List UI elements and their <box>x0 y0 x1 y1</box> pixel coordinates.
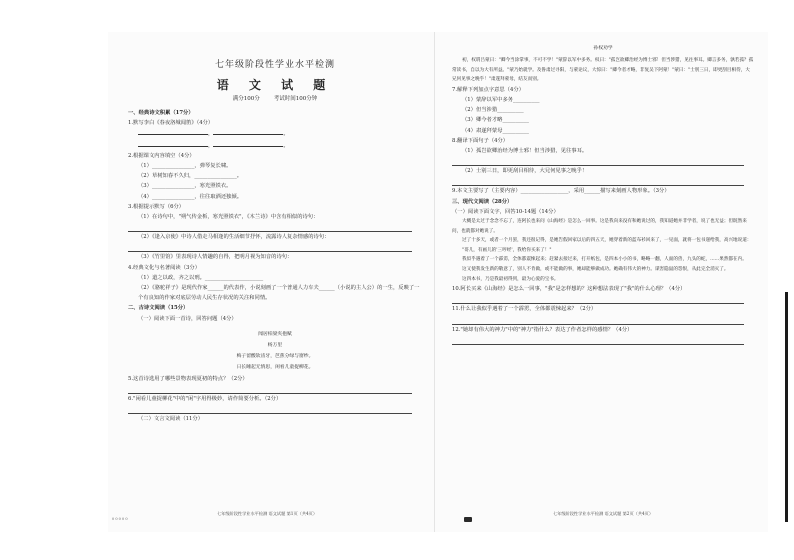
score-info: 满分100分 <box>232 96 260 102</box>
question-2-item: （4）________________，往往取酒还独倾。 <box>138 193 243 200</box>
answer-line[interactable] <box>452 315 744 325</box>
question-2-item: （1）________________，弹琴复长啸。 <box>138 163 232 170</box>
question-3-item: （1）在诗句中，"朔气传金柝，寒光照铁衣"，《木兰诗》中含有相似的诗句： <box>138 214 319 221</box>
subsection-heading: （二）文言文阅读（11分） <box>138 416 204 423</box>
passage-paragraph: 过了十多天，或者一个月罢，我还很记得，是她告假回家以后的四五天，她穿着新的蓝布衫回来了，一见面，就将一包书递给我，高兴地说道： <box>462 238 752 244</box>
answer-line[interactable] <box>128 222 412 232</box>
exam-header: 七年级阶段性学业水平检测 <box>214 60 335 70</box>
question-2-item: （2）草树知春不久归，________________。 <box>138 173 243 180</box>
poem-title: 闻居柏梁夹抱赋 <box>258 331 292 337</box>
question-1: 1.默写李白《春夜洛城闻笛》（4分） <box>128 120 214 127</box>
question-3: 3.根据提示默写（6分） <box>128 203 185 210</box>
answer-line[interactable] <box>452 156 744 166</box>
section-heading: 一、经典诗文积累（17分） <box>128 110 194 116</box>
question-3-item: （3）《竹里馆》里表现诗人情趣的自得，把明月视为知音的诗句： <box>138 254 293 261</box>
question-4: 4.经典文化与名著阅读（3分） <box>128 264 200 271</box>
exam-meta <box>128 94 422 104</box>
question-10: 10.阿长买来《山海经》是怎么一回事，"我"是怎样想的？这种想法表现了"我"的什么心理？（4分） <box>452 286 686 293</box>
question-4-item: （2）《骆驼祥子》是现代作家______的代表作，小说刻画了一个普通人力车夫______（小说的主人公）的一生，反映了一个有良知的作家对底层劳动人民生存状况的关注和同情。 <box>138 285 420 302</box>
question-8-item: （2）士别三日，即更刮目相待，大兄何见事之晚乎！ <box>462 168 588 175</box>
passage-paragraph: "哥儿，有画儿的'三哼经'，我给你买来了！" <box>462 247 552 253</box>
passage-paragraph: 这又使我发生新的敬意了，别人不肯做，或不能做的事，她却能够做成功。她确有伟大的神力。谋害隐鼠的怨恨，从此完全消灭了。 <box>462 266 729 272</box>
answer-line[interactable] <box>128 384 412 394</box>
exam-title: 语 文 试 题 <box>216 78 334 92</box>
subsection-heading: （一）阅读下面文字，回答10-14题（14分） <box>452 208 559 215</box>
answer-line[interactable] <box>452 176 744 186</box>
question-7-item: （1）蒙辞以军中多务__________ <box>462 96 540 103</box>
page-number-marker <box>464 517 472 522</box>
section-heading: 二、古诗文阅读（15分） <box>128 305 189 312</box>
passage-title: 孙权劝学 <box>593 46 613 51</box>
question-5: 5.这首诗选用了哪些景物表现夏初的特点？（2分） <box>128 375 248 382</box>
question-9: 9.本文主要写了（主要内容）__________________，采用______描写来刻画人物形象。（3分） <box>452 188 670 195</box>
passage-paragraph: 大概是太过于念念不忘了，连阿长也来问《山海经》是怎么一回事。这是我向来没有和她说过的，我知道她并非学者，说了也无益；但既然来问，也就都对她说了。 <box>452 219 747 234</box>
answer-blank[interactable] <box>138 140 208 147</box>
question-7: 7.解释下列加点字意思（4分） <box>452 86 524 93</box>
question-7-item: （2）但当涉猎__________ <box>462 107 524 114</box>
question-6: 6."闲看儿童捉柳花"中的"闲"字用得极妙，请作简要分析。（2分） <box>128 396 282 403</box>
page-footer: 七年级阶段性学业水平检测 语文试题 第1页（共4页） <box>216 511 318 516</box>
scan-mark: 0 0 0 0 0 <box>112 516 128 521</box>
answer-blank[interactable] <box>138 128 208 135</box>
section-heading: 三、现代文阅读（28分） <box>452 198 513 205</box>
answer-lines: ， 。 ， 。 <box>128 128 422 150</box>
scan-edge-shadow <box>785 292 788 522</box>
question-2-item: （3）________________，寒光照铁衣。 <box>138 183 232 190</box>
exam-paper <box>108 32 768 532</box>
poem-author: 杨万里 <box>267 342 283 348</box>
question-2: 2.根据课文内容填空（4分） <box>128 152 195 159</box>
poem-line: 日长睡起无情思，闲看儿童捉柳花。 <box>236 364 314 370</box>
answer-blank[interactable] <box>213 140 283 147</box>
answer-blank[interactable] <box>213 128 283 135</box>
question-7-item: （3）卿今者才略__________ <box>462 117 529 124</box>
fold-line <box>434 32 435 532</box>
subsection-heading: （一）阅读下面一首诗，回答问题（4分） <box>138 315 237 322</box>
question-12: 12."她却有伟大的神力"中的"神力"指什么？表达了作者怎样的感情？（4分） <box>452 326 633 333</box>
passage-paragraph: 这四本书，乃是我最初得到，最为心爱的宝书。 <box>462 276 559 282</box>
question-4-item: （1）道之以政，齐之以刑。______________________ <box>138 274 264 281</box>
answer-line[interactable] <box>128 242 412 252</box>
page-footer: 七年级阶段性学业水平检测 语文试题 第2页（共4页） <box>552 511 654 516</box>
answer-line[interactable] <box>452 294 744 304</box>
question-8: 8.翻译下面句子（4分） <box>452 137 509 144</box>
question-7-item: （4）肃遂拜蒙母__________ <box>462 127 529 134</box>
question-11: 11.什么让我似乎遇着了一个霹雳，全体都震悚起来？（2分） <box>452 306 597 313</box>
passage-paragraph: 我似乎遇着了一个霹雳，全体都震悚起来；赶紧去接过来，打开纸包，是四本小小的书，略略一翻，人面的兽，九头的蛇，……果然都在内。 <box>462 257 747 263</box>
poem-line: 梅子留酸软齿牙，芭蕉分绿与窗纱。 <box>236 353 314 359</box>
right-page <box>444 32 762 532</box>
answer-line[interactable] <box>452 335 744 345</box>
passage-paragraph: 初，权谓吕蒙曰："卿今当涂掌事，不可不学！"蒙辞以军中多务。权曰："孤岂欲卿治经为博士邪！但当涉猎，见往事耳。卿言多务，孰若孤？孤常读书，自以为大有所益。"蒙乃始就学。及鲁肃过寻阳，与蒙论议，大惊曰："卿今者才略，非复吴下阿蒙！"蒙曰："士别三日，即更刮目相待，大兄何见事之晚乎！"肃遂拜蒙母，结友而别。 <box>452 58 754 83</box>
time-info: 考试时间100分钟 <box>273 96 318 102</box>
question-3-item: （2）《逢入京使》中诗人借走马相逢的生活细节抒怀，流露诗人复杂情感的诗句： <box>138 234 330 241</box>
answer-line[interactable] <box>128 404 412 414</box>
question-8-item: （1）孤岂欲卿治经为博士邪！但当涉猎，见往事耳。 <box>462 148 588 154</box>
left-page <box>108 32 426 532</box>
